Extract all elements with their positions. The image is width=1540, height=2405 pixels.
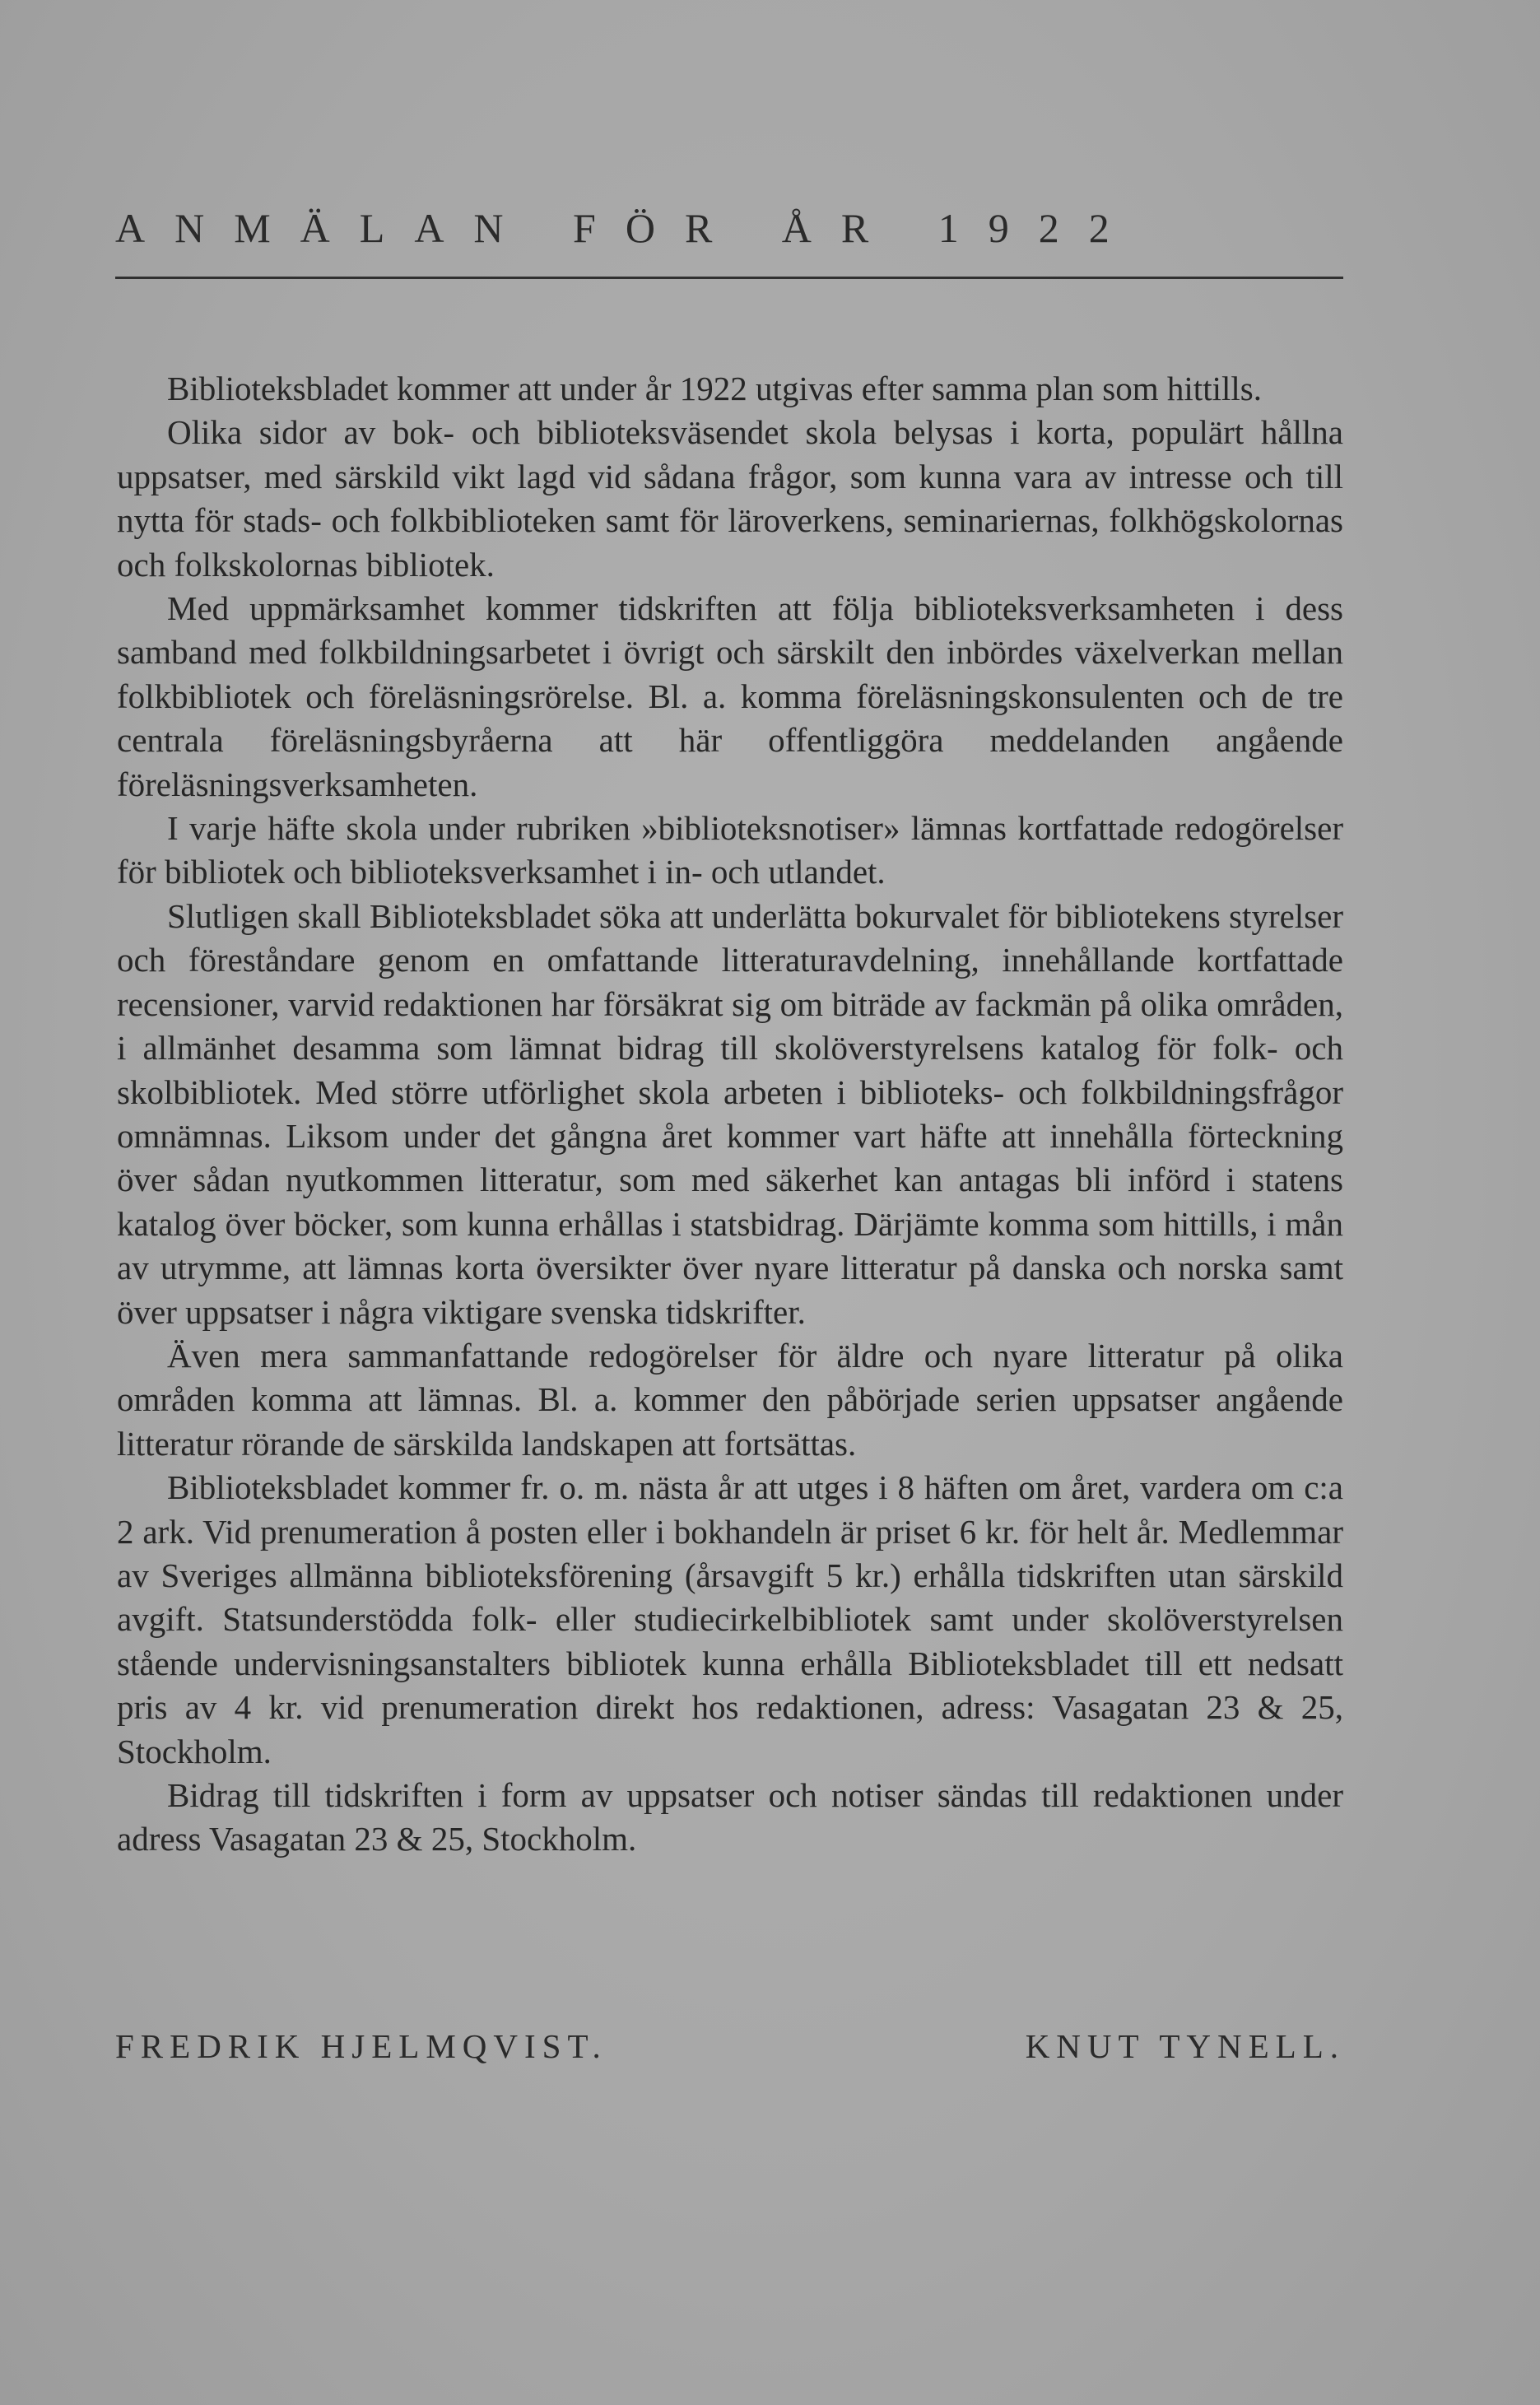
- paragraph-folkbildning: Med uppmärksamhet kommer tidskriften att följa biblioteksverksamheten i dess samband med folkbildningsarbetet i övrigt och särskilt den inbördes växelverkan mellan folkbibliotek och föreläsningsrörelse. Bl. a. komma föreläsningskonsulenten och de tre centrala föreläsningsbyråerna att här offentliggöra meddelanden angående föreläsningsverksamheten.: [117, 589, 1343, 803]
- paragraph-topics: Olika sidor av bok- och biblioteksväsendet skola belysas i korta, populärt hållna uppsatser, med särskild vikt lagd vid sådana frågor, som kunna vara av intresse och till nytta för stads- och folkbiblioteken samt för läroverkens, seminariernas, folkhögskolornas och folkskolornas bibliotek.: [117, 413, 1343, 584]
- signatures: [115, 2026, 1345, 2066]
- paragraph-notiser: I varje häfte skola under rubriken »biblioteksnotiser» lämnas kortfattade redogörelser för bibliotek och biblioteksverksamhet i in- och utlandet.: [117, 809, 1343, 891]
- paragraph-litteratur: Slutligen skall Biblioteksbladet söka att underlätta bokurvalet för bibliotekens styrelser och föreståndare genom en omfattande litteraturavdelning, innehållande kortfattade recensioner, varvid redaktionen har försäkrat sig om biträde av fackmän på olika områden, i allmänhet desamma som lämnat bidrag till skolöverstyrelsens katalog för folk- och skolbibliotek. Med större utförlighet skola arbeten i biblioteks- och folkbildningsfrågor omnämnas. Liksom under det gångna året kommer vart häfte att innehålla förteckning över sådan nyutkommen litteratur, som med säkerhet kan antagas bli införd i statens katalog över böcker, som kunna erhållas i statsbidrag. Därjämte komma som hittills, i mån av utrymme, att lämnas korta översikter över nyare litteratur på danska och norska samt över uppsatser i några viktigare svenska tidskrifter.: [117, 896, 1343, 1331]
- signature-left: FREDRIK HJELMQVIST.: [115, 2027, 607, 2065]
- page-heading: ANMÄLAN FÖR ÅR 1922: [115, 205, 1139, 251]
- heading-rule: [115, 277, 1343, 279]
- paragraph-prenumeration: Biblioteksbladet kommer fr. o. m. nästa år att utges i 8 häften om året, vardera om c:a 2 ark. Vid prenumeration å posten eller i bokhandeln är priset 6 kr. för helt år. Medlemmar av Sveriges allmänna biblioteksförening (årsavgift 5 kr.) erhålla tidskriften utan särskild avgift. Statsunderstödda folk- eller studiecirkelbibliotek samt under skolöverstyrelsen stående undervisningsanstalters bibliotek kunna erhålla Biblioteksbladet till ett nedsatt pris av 4 kr. vid prenumeration direkt hos redaktionen, adress: Vasagatan 23 & 25, Stockholm.: [117, 1468, 1343, 1770]
- paragraph-redogorelser: Även mera sammanfattande redogörelser för äldre och nyare litteratur på olika områden komma att lämnas. Bl. a. kommer den påbörjade serien uppsatser angående litteratur rörande de särskilda landskapen att fortsättas.: [117, 1336, 1343, 1463]
- paragraph-bidrag: Bidrag till tidskriften i form av uppsatser och notiser sändas till redaktionen under adress Vasagatan 23 & 25, Stockholm.: [117, 1776, 1343, 1858]
- signature-right: KNUT TYNELL.: [1025, 2027, 1345, 2065]
- paragraph-intro: Biblioteksbladet kommer att under år 1922 utgivas efter samma plan som hittills.: [167, 370, 1262, 407]
- announcement-body: [117, 367, 1343, 1862]
